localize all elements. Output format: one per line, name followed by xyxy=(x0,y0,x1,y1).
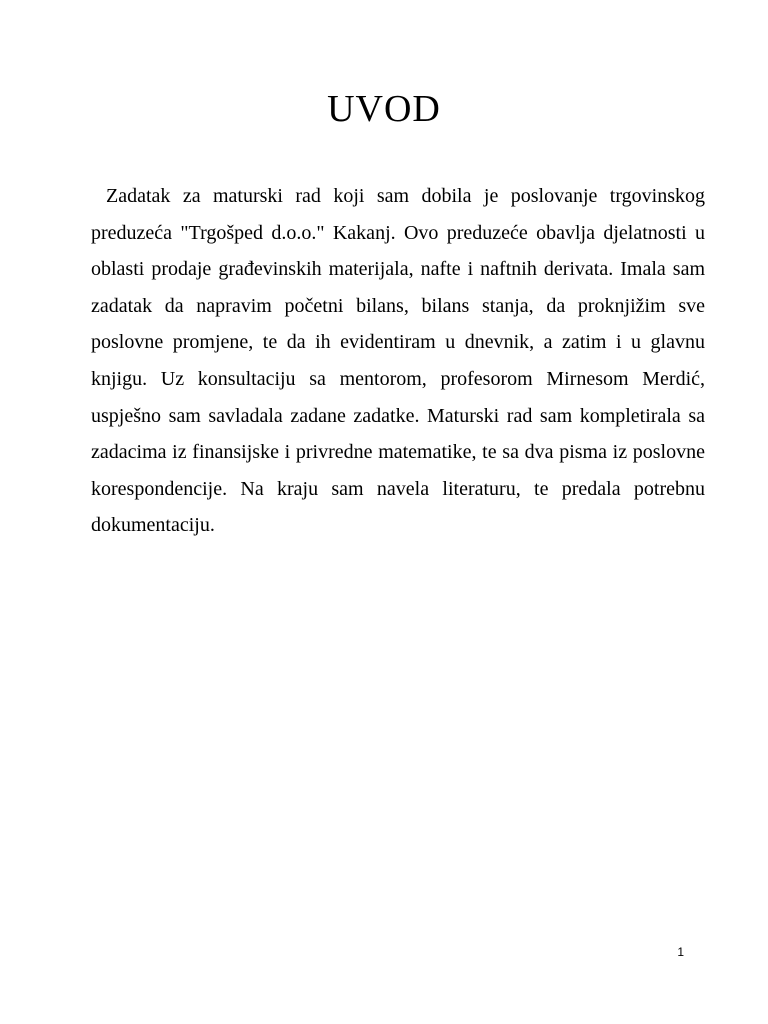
intro-paragraph: Zadatak za maturski rad koji sam dobila je poslovanje trgovinskog preduzeća "Trgošped d.o.o." Kakanj. Ovo preduzeće obavlja djelatnosti u oblasti prodaje građevinskih materijala, nafte i naftnih derivata. Imala sam zadatak da napravim početni bilans, bilans stanja, da proknjižim sve poslovne promjene, te da ih evidentiram u dnevnik, a zatim i u glavnu knjigu. Uz konsultaciju sa mentorom, profesorom Mirnesom Merdić, uspješno sam savladala zadane zadatke. Maturski rad sam kompletirala sa zadacima iz finansijske i privredne matematike, te sa dva pisma iz poslovne korespondencije. Na kraju sam navela literaturu, te predala potrebnu dokumentaciju. xyxy=(91,185,705,537)
page-title: UVOD xyxy=(327,88,441,130)
page-number: 1 xyxy=(677,945,684,959)
